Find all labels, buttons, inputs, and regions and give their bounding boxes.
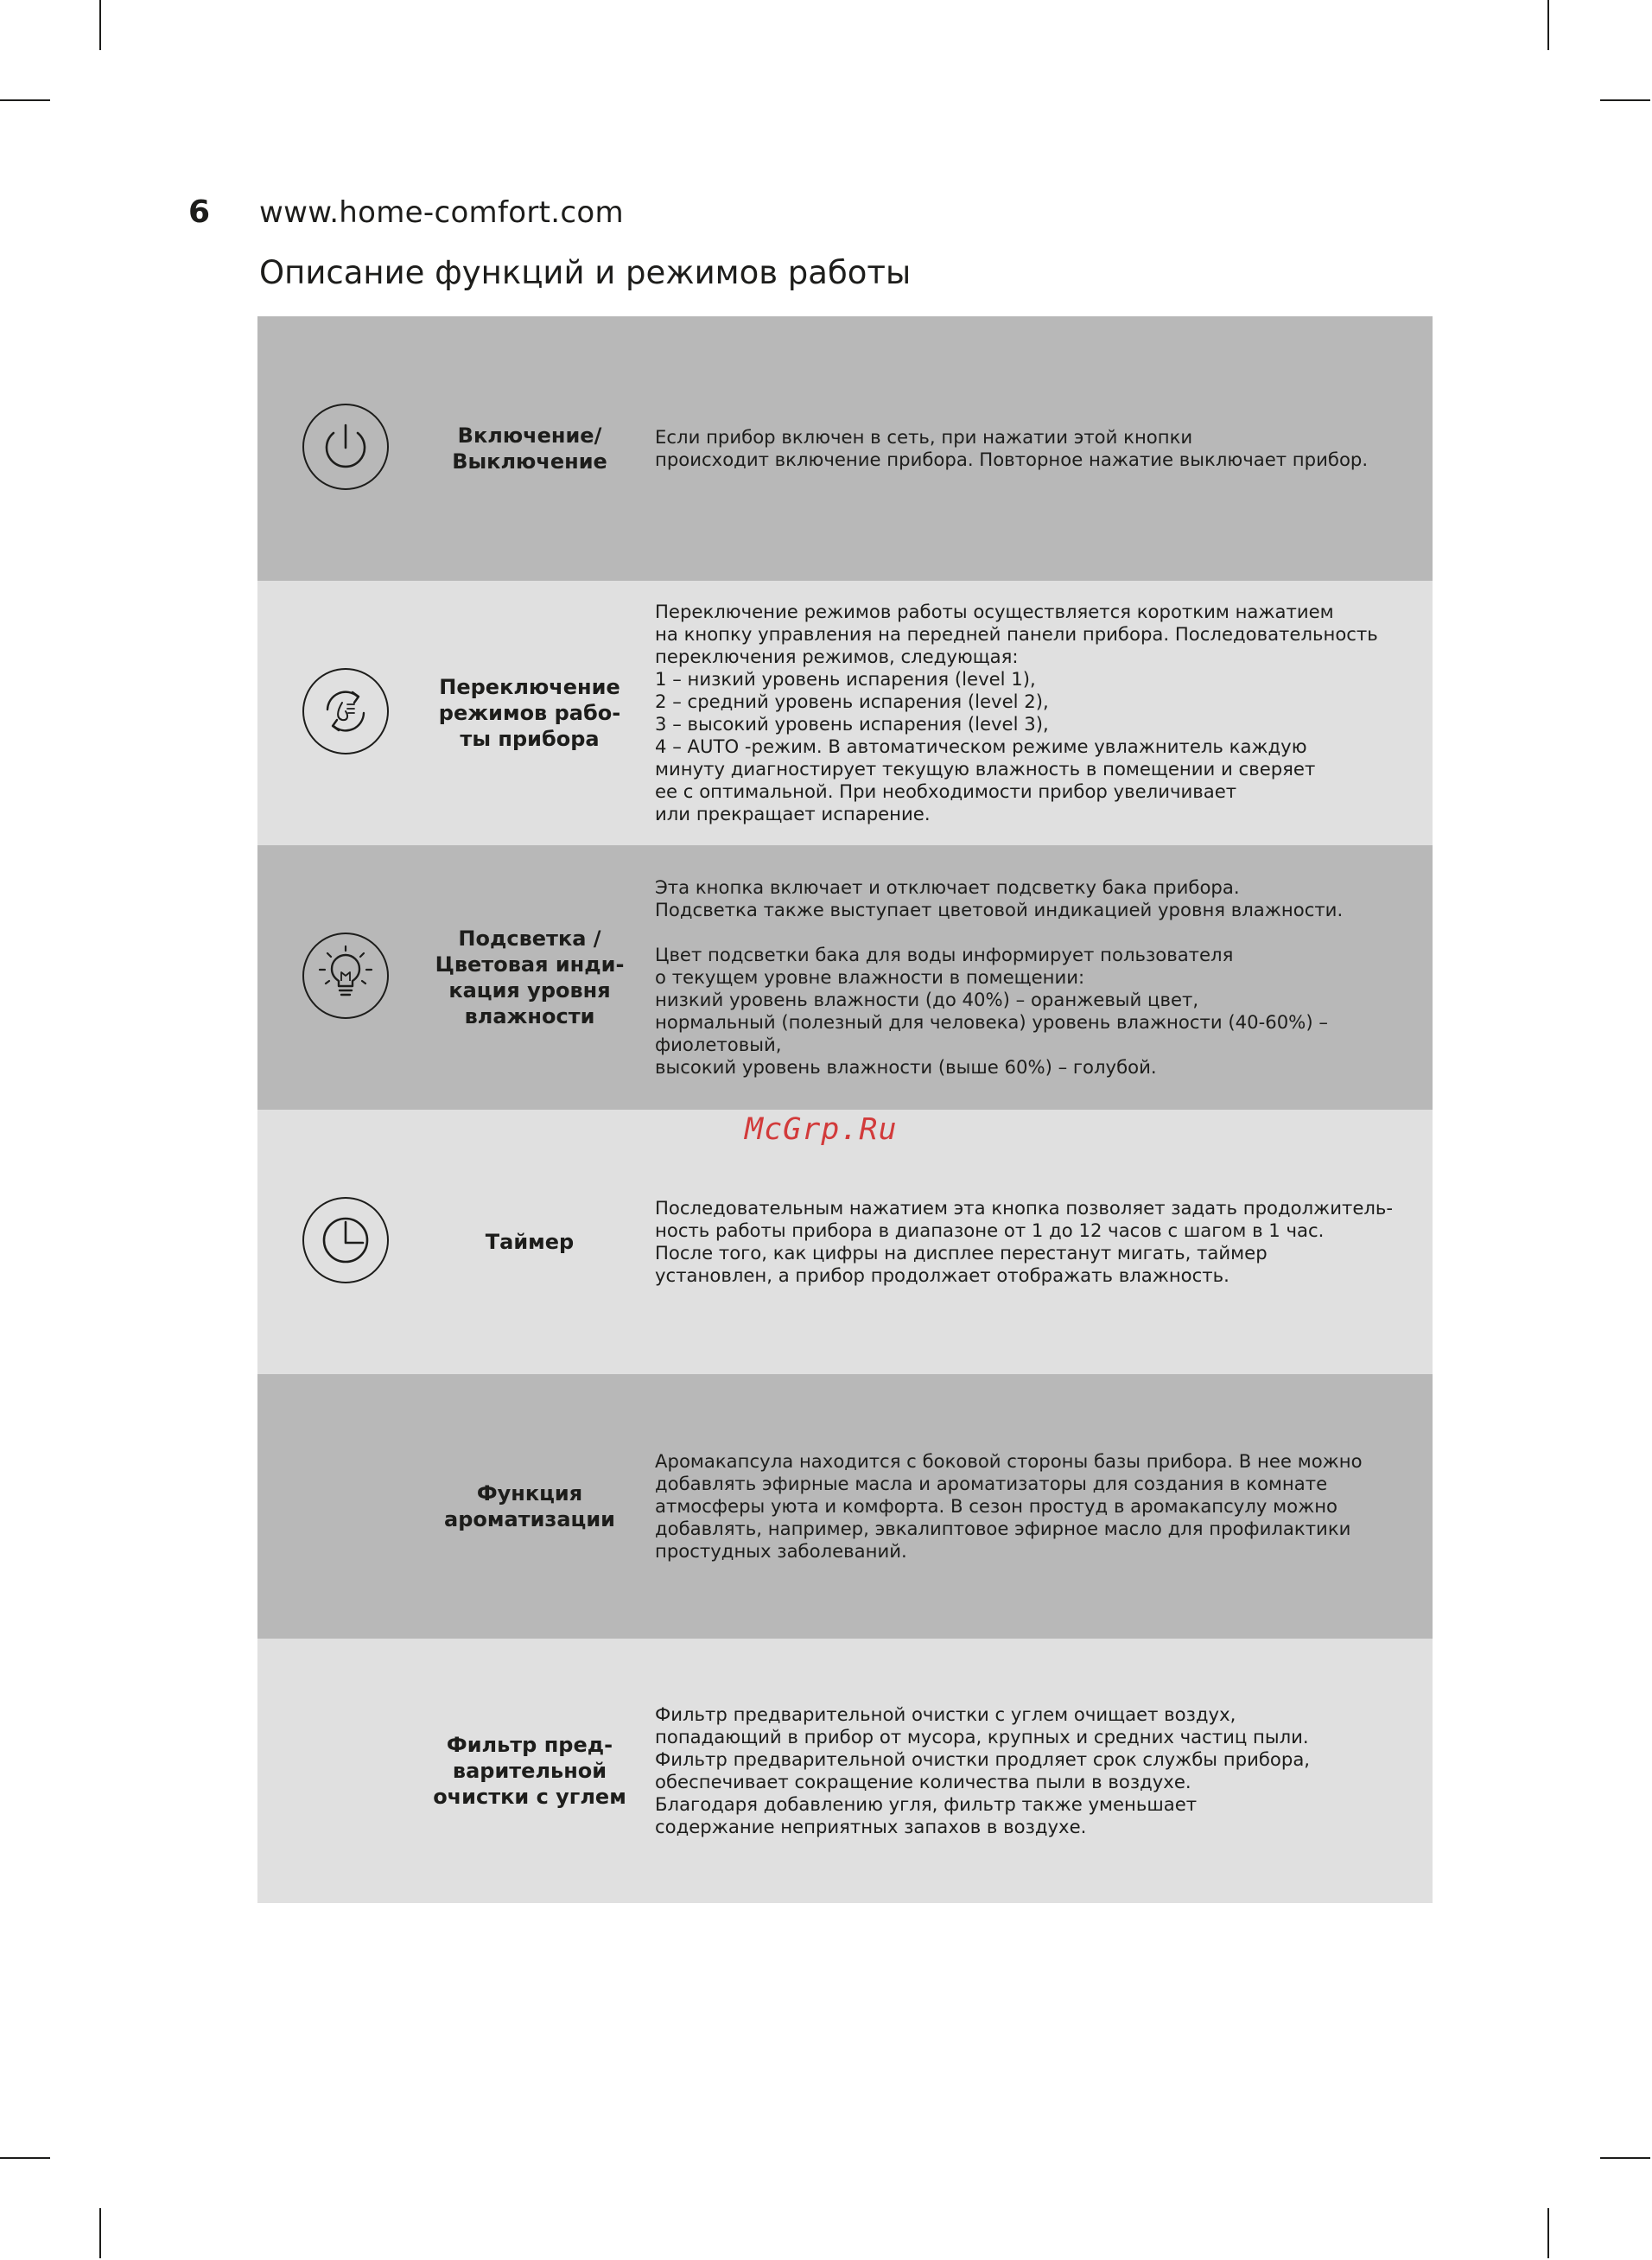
- feature-description: Эта кнопка включает и отключает подсветку бака прибора. Подсветка также выступает цветовой индикацией уровня влажности. Цвет подсветки бака для воды информирует пользователя о текущем уровне влажности в помещении: низкий уровень влажности (до 40%) – оранжевый цвет, нормальный (полезный для человека) уровень влажности (40-60%) – фиолетовый, высокий уровень влажности (выше 60%) – голубой.: [655, 876, 1344, 1078]
- crop-mark: [99, 2208, 101, 2258]
- feature-name: Фильтр пред- варительной очистки с углем: [433, 1733, 626, 1809]
- site-url: www.home-comfort.com: [259, 195, 624, 230]
- crop-mark: [1600, 99, 1650, 101]
- feature-name: Таймер: [485, 1230, 575, 1254]
- section-title: Описание функций и режимов работы: [259, 254, 912, 291]
- feature-name: Подсветка / Цветовая инди- кация уровня влажности: [435, 926, 625, 1028]
- feature-name: Переключение режимов рабо- ты прибора: [438, 675, 621, 751]
- table-row: [257, 1374, 1433, 1639]
- power-icon: [302, 404, 389, 490]
- table-row: [257, 1110, 1433, 1374]
- table-row: [257, 845, 1433, 1110]
- feature-description: Переключение режимов работы осуществляется коротким нажатием на кнопку управления на передней панели прибора. Последовательность переключения режимов, следующая: 1 – низкий уровень испарения (level 1), 2 – средний уровень испарения (level 2), 3 – высокий уровень испарения (level 3), 4 – AUTO -режим. В автоматическом режиме увлажнитель каждую минуту диагностирует текущую влажность в помещении и сверяет ее с оптимальной. При необходимости прибор увеличивает или прекращает испарение.: [655, 601, 1378, 824]
- crop-mark: [1600, 2157, 1650, 2159]
- feature-name: Функция ароматизации: [444, 1481, 615, 1531]
- feature-description: Аромакапсула находится с боковой стороны базы прибора. В нее можно добавлять эфирные масла и ароматизаторы для создания в комнате атмосферы уюта и комфорта. В сезон простуд в аромакапсулу можно добавлять, например, эвкалиптовое эфирное масло для профилактики простудных заболеваний.: [655, 1450, 1363, 1562]
- feature-description: Если прибор включен в сеть, при нажатии этой кнопки происходит включение прибора. Повторное нажатие выключает прибор.: [655, 426, 1369, 470]
- watermark: McGrp.Ru: [745, 1112, 898, 1147]
- table-row: [257, 1639, 1433, 1903]
- feature-name: Включение/ Выключение: [452, 423, 607, 474]
- feature-description: Фильтр предварительной очистки с углем очищает воздух, попадающий в прибор от мусора, крупных и средних частиц пыли. Фильтр предварительной очистки продляет срок службы прибора, обеспечивает сокращение количества пыли в воздухе. Благодаря добавлению угля, фильтр также уменьшает содержание неприятных запахов в воздухе.: [655, 1703, 1311, 1837]
- functions-table: [257, 316, 1433, 1903]
- crop-mark: [99, 0, 101, 50]
- timer-icon: [302, 1197, 389, 1283]
- crop-mark: [0, 2157, 50, 2159]
- feature-description: Последовательным нажатием эта кнопка позволяет задать продолжитель- ность работы прибора в диапазоне от 1 до 12 часов с шагом в 1 час. После того, как цифры на дисплее перестанут мигать, таймер установлен, а прибор продолжает отображать влажность.: [655, 1197, 1394, 1286]
- table-row: [257, 316, 1433, 581]
- crop-mark: [1547, 0, 1549, 50]
- page-number: 6: [188, 194, 211, 230]
- crop-mark: [0, 99, 50, 101]
- table-row: [257, 581, 1433, 845]
- mode-switch-icon: [302, 668, 389, 754]
- crop-mark: [1547, 2208, 1549, 2258]
- light-bulb-icon: [302, 933, 389, 1019]
